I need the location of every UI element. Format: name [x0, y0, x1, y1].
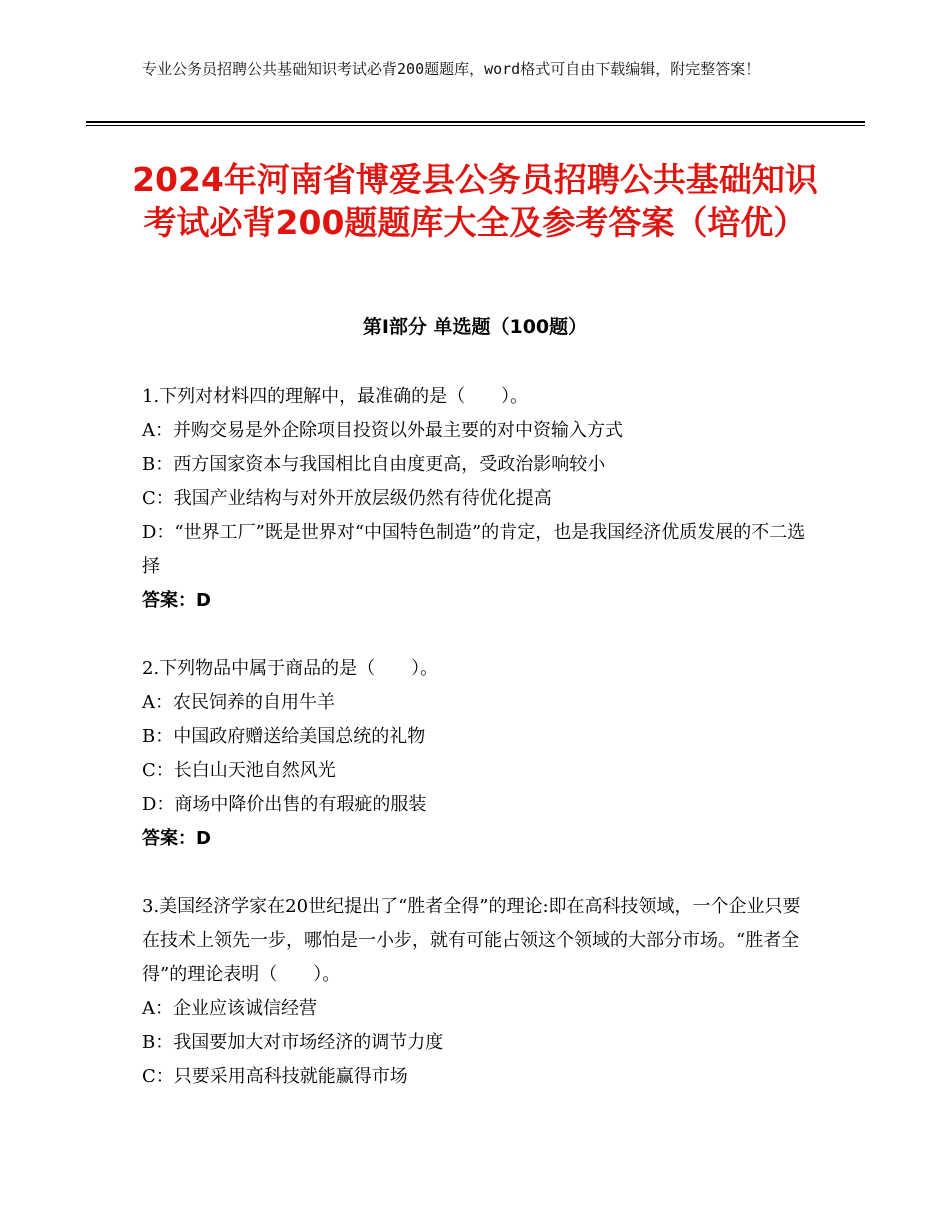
- header-rule-thin: [86, 125, 865, 126]
- question-stem: 2.下列物品中属于商品的是（ ）。: [142, 658, 439, 679]
- option-d: D：商场中降价出售的有瑕疵的服装: [142, 794, 427, 815]
- question-list: [142, 380, 812, 1128]
- option-a: A：农民饲养的自用牛羊: [142, 692, 335, 713]
- option-a: A：并购交易是外企除项目投资以外最主要的对中资输入方式: [142, 420, 623, 441]
- answer: 答案：D: [142, 828, 211, 849]
- option-b: B：西方国家资本与我国相比自由度更高，受政治影响较小: [142, 454, 606, 475]
- question-2: [142, 652, 812, 856]
- question-1: [142, 380, 812, 618]
- question-3: [142, 890, 812, 1094]
- answer: 答案：D: [142, 590, 211, 611]
- option-d: D：“世界工厂”既是世界对“中国特色制造”的肯定，也是我国经济优质发展的不二选择: [142, 522, 806, 577]
- question-stem: 3.美国经济学家在20世纪提出了“胜者全得”的理论:即在高科技领域，一个企业只要在技术上领先一步，哪怕是一小步，就有可能占领这个领域的大部分市场。“胜者全得”的理论表明（ ）。: [142, 896, 801, 985]
- header-rule: [86, 121, 865, 123]
- question-stem: 1.下列对材料四的理解中，最准确的是（ ）。: [142, 386, 529, 407]
- option-c: C：我国产业结构与对外开放层级仍然有待优化提高: [142, 488, 552, 509]
- header-note: 专业公务员招聘公共基础知识考试必背200题题库，word格式可自由下载编辑，附完整答案！: [142, 60, 761, 78]
- option-b: B：中国政府赠送给美国总统的礼物: [142, 726, 426, 747]
- option-c: C：只要采用高科技就能赢得市场: [142, 1066, 408, 1087]
- document-title: 2024年河南省博爱县公务员招聘公共基础知识考试必背200题题库大全及参考答案（培优）: [132, 160, 818, 242]
- section-title: 第I部分 单选题（100题）: [362, 316, 588, 338]
- option-c: C：长白山天池自然风光: [142, 760, 336, 781]
- option-b: B：我国要加大对市场经济的调节力度: [142, 1032, 444, 1053]
- option-a: A：企业应该诚信经营: [142, 998, 317, 1019]
